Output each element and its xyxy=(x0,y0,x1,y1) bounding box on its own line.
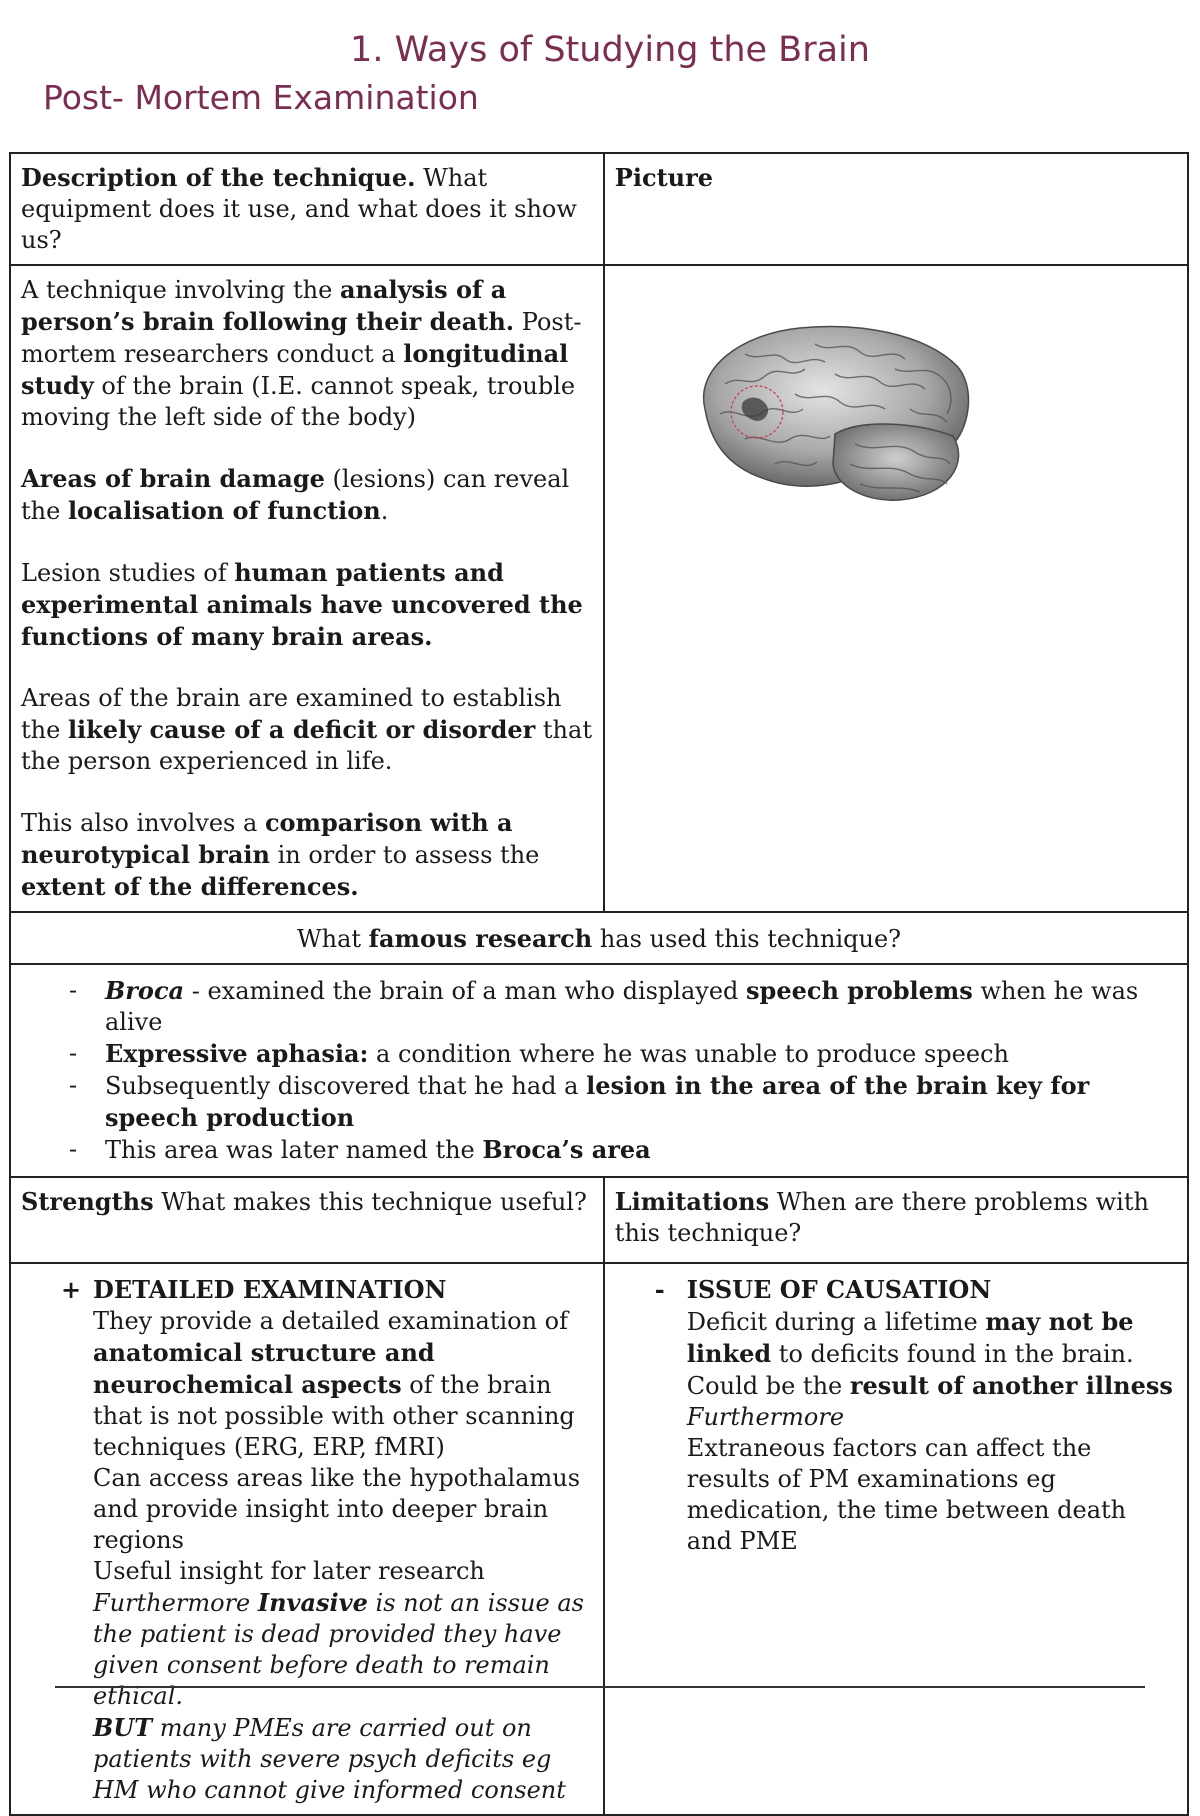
research-row xyxy=(10,964,1188,1177)
limitations-header: Limitations When are there problems with this technique? xyxy=(604,1177,1188,1263)
research-header: What famous research has used this technique? xyxy=(10,912,1188,964)
description-paragraph: A technique involving the analysis of a person’s brain following their death. Post-mortem researchers conduct a longitudinal study of the brain (I.E. cannot speak, trouble moving the left side of the body) xyxy=(21,275,582,431)
description-paragraph: Lesion studies of human patients and experimental animals have uncovered the functions of many brain areas. xyxy=(21,558,583,651)
strengths-header: Strengths What makes this technique useful? xyxy=(10,1177,604,1263)
picture-header: Picture xyxy=(604,153,1188,265)
list-item: - ISSUE OF CAUSATION Deficit during a lifetime may not be linked to deficits found in the brain. Could be the result of another illness Furthermore Extraneous factors can affect the results of PM examinations eg medication, the time between death and PME xyxy=(654,1275,1173,1555)
list-item: - Broca - examined the brain of a man who displayed speech problems when he was alive xyxy=(81,975,1177,1038)
technique-table xyxy=(9,152,1189,1816)
list-item: - Subsequently discovered that he had a lesion in the area of the brain key for speech production xyxy=(81,1070,1177,1134)
page-title: 1. Ways of Studying the Brain xyxy=(350,30,870,70)
table-header-row xyxy=(10,153,1188,265)
research-header-row xyxy=(10,912,1188,964)
description-cell xyxy=(10,265,604,912)
limitations-cell xyxy=(604,1263,1188,1815)
description-paragraph: Areas of the brain are examined to establish the likely cause of a deficit or disorder that the person experienced in life. xyxy=(21,684,592,775)
research-cell xyxy=(10,964,1188,1177)
list-item: - This area was later named the Broca’s area xyxy=(81,1134,1177,1166)
list-item: + DETAILED EXAMINATION They provide a detailed examination of anatomical structure and neurochemical aspects of the brain that is not possible with other scanning techniques (ERG, ERP, fMRI) Can access areas like the hypothalamus and provide insight into deeper brain regions Useful insight for later research Furthermore Invasive is not an issue as the patient is dead provided they have given consent before death to remain ethical. BUT many PMEs are carried out on patients with severe psych deficits eg HM who cannot give informed consent xyxy=(61,1275,584,1804)
description-header: Description of the technique. What equipment does it use, and what does it show us? xyxy=(10,153,604,265)
strengths-list xyxy=(21,1274,593,1806)
description-paragraph: Areas of brain damage (lesions) can reveal the localisation of function. xyxy=(21,464,570,525)
description-row xyxy=(10,265,1188,912)
evaluation-row xyxy=(10,1263,1188,1815)
research-list xyxy=(21,975,1177,1166)
picture-cell xyxy=(604,265,1188,912)
footer-divider xyxy=(55,1686,1145,1688)
list-item: - Expressive aphasia: a condition where he was unable to produce speech xyxy=(81,1038,1177,1070)
limitations-list xyxy=(615,1274,1177,1557)
description-paragraph: This also involves a comparison with a neurotypical brain in order to assess the extent of the differences. xyxy=(21,808,540,901)
evaluation-header-row xyxy=(10,1177,1188,1263)
section-subtitle: Post- Mortem Examination xyxy=(43,78,479,117)
strengths-cell xyxy=(10,1263,604,1815)
brain-image xyxy=(685,314,975,504)
